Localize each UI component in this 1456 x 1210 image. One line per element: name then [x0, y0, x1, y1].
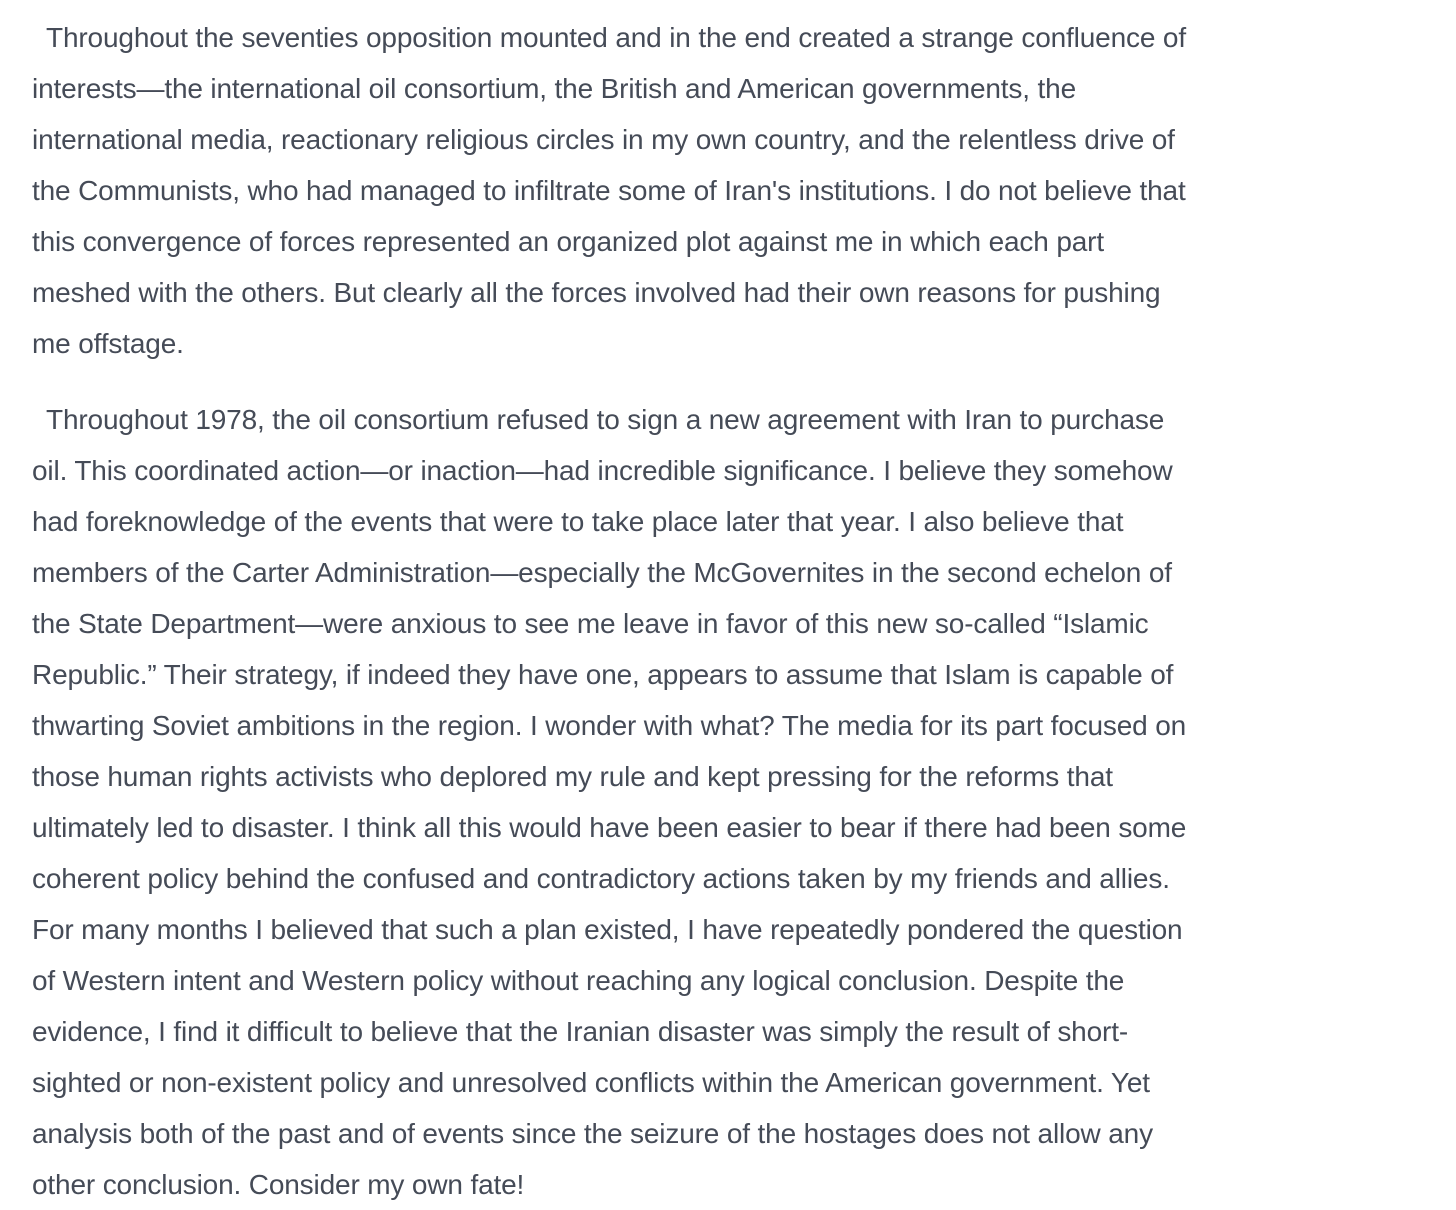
paragraph: [32, 394, 1444, 1210]
text-line: international media, reactionary religious circles in my own country, and the relentless drive of: [32, 124, 1175, 155]
text-line: Throughout 1978, the oil consortium refused to sign a new agreement with Iran to purchase: [46, 404, 1165, 435]
text-line: ultimately led to disaster. I think all this would have been easier to bear if there had been some: [32, 812, 1187, 843]
text-line: members of the Carter Administration—especially the McGovernites in the second echelon of: [32, 557, 1172, 588]
text-line: the Communists, who had managed to infiltrate some of Iran's institutions. I do not believe that: [32, 175, 1186, 206]
text-line: sighted or non-existent policy and unresolved conflicts within the American government. Yet: [32, 1067, 1150, 1098]
text-line: the State Department—were anxious to see me leave in favor of this new so-called “Islamic: [32, 608, 1149, 639]
text-line: me offstage.: [32, 328, 184, 359]
text-line: For many months I believed that such a plan existed, I have repeatedly pondered the question: [32, 914, 1183, 945]
text-line: those human rights activists who deplored my rule and kept pressing for the reforms that: [32, 761, 1113, 792]
text-line: of Western intent and Western policy without reaching any logical conclusion. Despite the: [32, 965, 1125, 996]
text-line: Throughout the seventies opposition mounted and in the end created a strange confluence of: [46, 22, 1186, 53]
text-line: analysis both of the past and of events since the seizure of the hostages does not allow any: [32, 1118, 1153, 1149]
text-line: oil. This coordinated action—or inaction—had incredible significance. I believe they somehow: [32, 455, 1173, 486]
text-line: other conclusion. Consider my own fate!: [32, 1169, 525, 1200]
paragraph: [32, 12, 1444, 369]
text-line: had foreknowledge of the events that were to take place later that year. I also believe that: [32, 506, 1124, 537]
text-line: coherent policy behind the confused and contradictory actions taken by my friends and allies.: [32, 863, 1170, 894]
text-line: thwarting Soviet ambitions in the region. I wonder with what? The media for its part focused on: [32, 710, 1187, 741]
text-line: this convergence of forces represented an organized plot against me in which each part: [32, 226, 1104, 257]
text-line: Republic.” Their strategy, if indeed they have one, appears to assume that Islam is capable of: [32, 659, 1174, 690]
text-line: evidence, I find it difficult to believe that the Iranian disaster was simply the result of short-: [32, 1016, 1129, 1047]
text-line: interests—the international oil consortium, the British and American governments, the: [32, 73, 1077, 104]
text-line: meshed with the others. But clearly all the forces involved had their own reasons for pushing: [32, 277, 1161, 308]
